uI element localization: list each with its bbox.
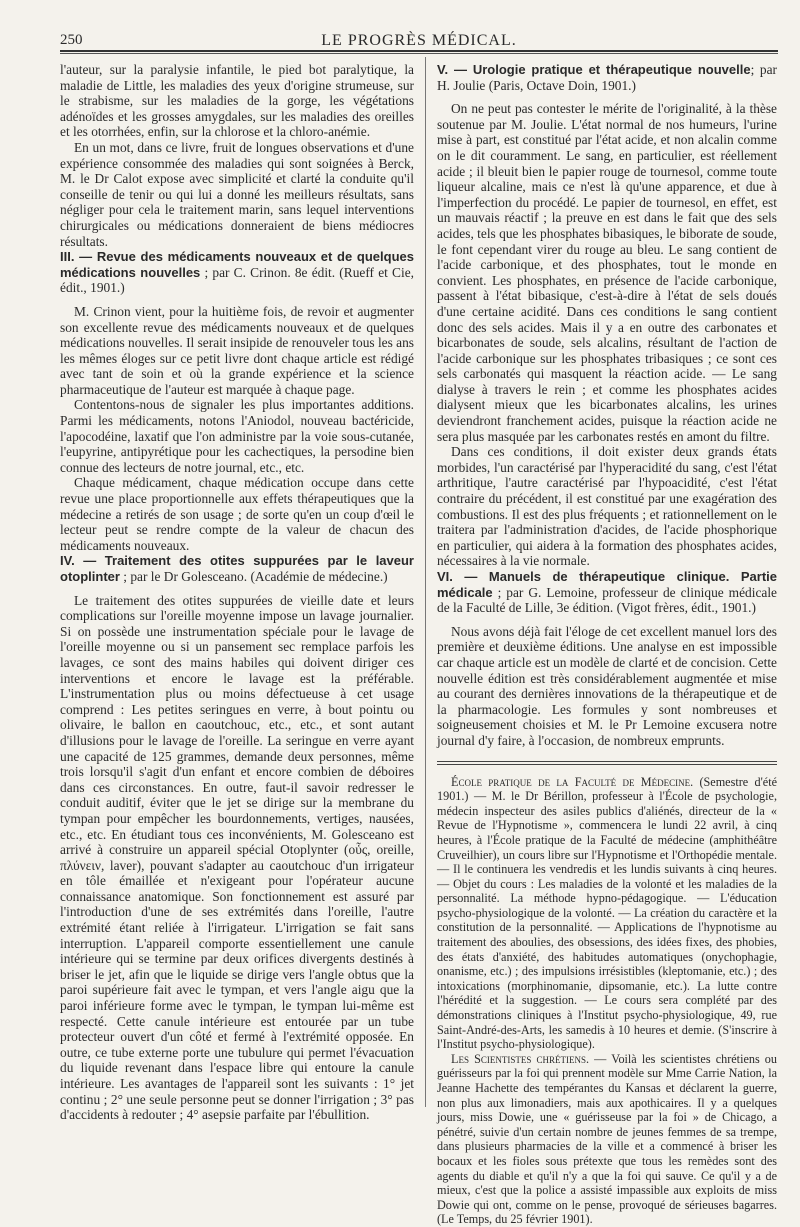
news-heading: Les Scientistes chrétiens. [451, 1051, 590, 1066]
page-header [60, 28, 778, 52]
news-section [437, 775, 777, 1227]
paragraph: M. Crinon vient, pour la huitième fois, de revoir et augmenter son excellente revue des médicaments nouveaux et de quelques médications nouvelles. Il serait insipide de renouveler tous les ans les mêmes éloges sur ce petit livre dont chaque article est rédigé avec tant de soin et où la grande expérience et la science pharmaceutique de l'auteur est marquée à chaque page. [60, 303, 415, 397]
left-column [60, 62, 414, 1123]
section-heading-iv [60, 553, 414, 584]
section-title: V. — Urologie pratique et thérapeutique nouvelle [437, 62, 751, 77]
paragraph: l'auteur, sur la paralysie infantile, le pied bot paralytique, la maladie de Little, les maladies des yeux d'origine strumeuse, sur le strabisme, sur les maladies de la gorge, les végétations adénoïdes et les grosses amygdales, sur les maladies des oreilles et les otorrhées, enfin, sur la chlorose et la chloro-anémie. [60, 62, 414, 140]
section-heading-iii [60, 249, 414, 296]
section-heading-vi [437, 569, 777, 616]
news-rule [437, 761, 777, 762]
news-item [437, 1052, 777, 1227]
section-reference: ; par H. Joulie (Paris, Octave Doin, 1901.) [437, 62, 778, 93]
news-heading: École pratique de la Faculté de Médecine. [451, 774, 694, 789]
news-body: — Voilà les scientistes chrétiens ou guérisseurs par la foi qui prennent modèle sur Mme Carrie Nation, la Jeanne Hachette des tempérantes du Kansas et déclarent la guerre, non plus aux limonadiers, mais aux apothicaires. Il y a quelques jours, miss Dowie, une « guérisseuse par la foi » de Chicago, a pénétré, suivie d'un certain nombre de jeunes femmes de sa trempe, dans plusieurs pharmacies de la ville et a commencé à briser les bocaux et les fioles sous prétexte que tous les remèdes sont des agents du diable et qu'il n'y a que la foi qui sauve. Ce qu'il y a de mieux, c'est que la police a assisté impassible aux exploits de miss Dowie qui ont, comme on le pense, provoqué de sérieuses bagarres. (Le Temps, du 25 février 1901). [437, 1051, 777, 1227]
paragraph: En un mot, dans ce livre, fruit de longues observations et d'une expérience consommée des maladies qui sont soignées à Berck, M. le Dr Calot expose avec simplicité et clarté la conduite qu'il conseille de tenir ou qui lui a donné les meilleurs résultats, sans négliger pour cela le traitement marin, sans lequel interventions chirurgicales ou médications donneraient de biens médiocres résultats. [60, 139, 414, 249]
paragraph: Chaque médicament, chaque médication occupe dans cette revue une place proportionnelle aux effets thérapeutiques que la médecine a retirés de son usage ; de sorte qu'en un coup d'œil le lecteur peut se rendre compte de la valeur de chacun des médicaments nouveaux. [60, 475, 414, 553]
journal-title: LE PROGRÈS MÉDICAL. [321, 32, 517, 49]
paragraph: Nous avons déjà fait l'éloge de cet excellent manuel lors des première et deuxième éditions. Une analyse en est impossible car chaque article est un modèle de clarté et de concision. Cette nouvelle édition est très considérablement augmentée et mise au courant des dernières innovations de la thérapeutique et de la pharmacologie. Les formules y sont nombreuses et soigneusement choisies et M. le Pr Lemoine excusera notre journal d'y faire, à l'occasion, de nombreux emprunts. [437, 623, 777, 748]
paragraph: Contentons-nous de signaler les plus importantes additions. Parmi les médicaments, notons l'Aniodol, nouveau bactéricide, l'apocodéine, laxatif que l'on administre par la voie sous-cutanée, l'eupyrine, antipyrétique pour les cachectiques, la persodine bien connue des lecteurs de notre journal, etc., etc. [60, 397, 414, 475]
header-rule [60, 53, 778, 54]
section-title: III. — Revue des médicaments nouveaux et de quelques médications nouvelles [60, 249, 414, 280]
news-rule [437, 764, 777, 765]
section-title: VI. — Manuels de thérapeutique clinique. Partie médicale [437, 569, 777, 600]
section-reference: ; par le Dr Golesceano. (Académie de médecine.) [119, 569, 388, 584]
column-divider [425, 57, 426, 1107]
section-reference: ; par C. Crinon. 8e édit. (Rueff et Cie, édit., 1901.) [60, 264, 414, 296]
page-number: 250 [60, 32, 83, 48]
section-reference: ; par G. Lemoine, professeur de clinique médicale de la Faculté de Lille, 3e édition. (Vigot frères, édit., 1901.) [437, 584, 777, 616]
news-body: (Semestre d'été 1901.) — M. le Dr Bérillon, professeur à l'École de psychologie, médecin inspecteur des asiles publics d'aliénés, directeur de la « Revue de l'Hypnotisme », commencera le lundi 22 avril, à cinq heures, à l'École pratique de la Faculté de médecine (amphithéâtre Cruveilhier), un cours libre sur l'Hypnotisme et l'Orthopédie mentale. — Il le continuera les vendredis et les lundis suivants à cinq heures. — Objet du cours : Les maladies de la volonté et les maladies de la personnalité. La méthode hypno-pédagogique. — L'éducation psycho-physiologique de la volonté. — La création du caractère et la constitution de la personnalité. — Applications de l'hypnotisme au traitement des aboulies, des obsessions, des idées fixes, des phobies, des états d'anxiété, des habitudes automatiques (onychophagie, onanisme, etc.) ; des impulsions irrésistibles (kleptomanie, etc.) ; des intoxications (morphinomanie, dipsomanie, etc.). La lutte contre l'hérédité et la suggestion. — Le cours sera complété par des démonstrations cliniques à l'Institut psycho-physiologique, 49, rue Saint-André-des-Arts, les samedis à 10 heures et demie. (S'inscrire à l'Institut psycho-physiologique). [437, 774, 777, 1052]
section-heading-v [437, 62, 777, 93]
section-title: IV. — Traitement des otites suppurées par le laveur otoplinter [60, 553, 414, 584]
paragraph: Dans ces conditions, il doit exister deux grands états morbides, l'un caractérisé par l'hyperacidité du sang, c'est l'état arthritique, l'autre caractérisé par l'hypoacidité, c'est l'état contraire du précédent, il est constitué par une exagération des combustions. Il est des plus fréquents ; et rationnellement on le traitera par l'administration d'acides, de l'acide phosphorique en particulier, qui aidera à la formation des phosphates acides, nécessaires à la vie normale. [437, 444, 777, 569]
paragraph: On ne peut pas contester le mérite de l'originalité, à la thèse soutenue par M. Joulie. L'état normal de nos humeurs, l'urine mise à part, est constitué par l'état acide, et non alcalin comme on le dit couramment. Le sang, en particulier, est réellement acide ; il bleuit bien le papier rouge de tournesol, comme toute liqueur alcaline, mais ce n'est là qu'une apparence, et due à l'imperfection du procédé. Le papier de tournesol, en effet, est un mauvais réactif ; la preuve en est dans le fait que des sels acides, tels que les phosphates bibasiques, le biborate de soude, le font cependant virer du rouge au bleu. Le sang contient de l'acide carbonique, et des phosphates, tout le monde en convient. Les phosphates, en présence de l'acide carbonique, passent à l'état bibasique, c'est-à-dire à l'état de sels doués d'une certaine acidité. Dans ces conditions le sang contient donc des sels acides. Mais il y a en outre des carbonates et bicarbonates de soude, sels alcalins, résultant de l'action de l'acide carbonique sur les phosphates tribasiques ; ce sont ces sels carbonatés qui masquent la réaction acide. — Le sang dialyse à travers le rein ; et comme les phosphates acides dialysent mieux que les bicarbonates alcalins, les urines deviendront franchement acides, puisque la réaction acide ne sera plus masquée par les carbonates restés en amont du filtre. [437, 101, 777, 444]
paragraph: Le traitement des otites suppurées de vieille date et leurs complications sur l'oreille moyenne impose un lavage journalier. Si on possède une instrumentation spéciale pour le lavage de l'oreille moyenne ou si un pansement sec remplace parfois les lavages, ce sont des mains habiles qui doivent diriger ces interventions et encore le lavage est la préférable. L'instrumentation plus ou moins défectueuse à cet usage comprend : Les petites seringues en verre, à bout pointu ou olivaire, le ballon en caoutchouc, etc., etc., et sont autant d'illusions pour le lavage de l'oreille. La seringue en verre ayant une capacité de 125 grammes, demande deux personnes, même trois lorsqu'il s'agit d'un enfant et encore combien de déboires dans ces circonstances. En outre, faut-il savoir redresser le conduit auditif, éviter que le jet se dirige sur la membrane du tympan pour empêcher les bourdonnements, vertiges, nausées, etc., etc. En étudiant tous ces inconvénients, M. Golesceano est arrivé à construire un appareil spécial Otoplynter (οὖς, oreille, πλύνειν, laver), pouvant s'adapter au caoutchouc d'un irrigateur en tôle émaillée et n'exigeant pour l'opérateur aucune connaissance anatomique. Son fonctionnement est assuré par l'introduction d'une de ses extrémités dans l'oreille, l'autre extrémité étant reliée à l'irrigateur. L'irrigation se fait sans interruption. L'appareil comporte essentiellement une canule intérieure qui se termine par deux orifices divergents destinés à briser le jet, afin que le liquide se dirige vers l'angle obtus que la paroi supérieure fait avec le tympan, et vers l'angle aigu que la paroi inférieure forme avec le tympan, le tympan lui-même est respecté. Cette canule intérieure est entourée par un tube protecteur ouvert d'un côté et fermé à l'extrémité opposée. En outre, ce tube externe porte une tubulure qui permet l'évacuation du liquide revenant dans l'espace libre qui entoure la canule intérieure. Les avantages de l'appareil sont les suivants : 1° jet continu ; 2° une seule personne peut se donner l'irrigation ; 3° pas d'accidents à redouter ; 4° asepsie parfaite par l'ébullition. [60, 592, 414, 1123]
news-item [437, 775, 777, 1052]
right-column [437, 62, 777, 1227]
